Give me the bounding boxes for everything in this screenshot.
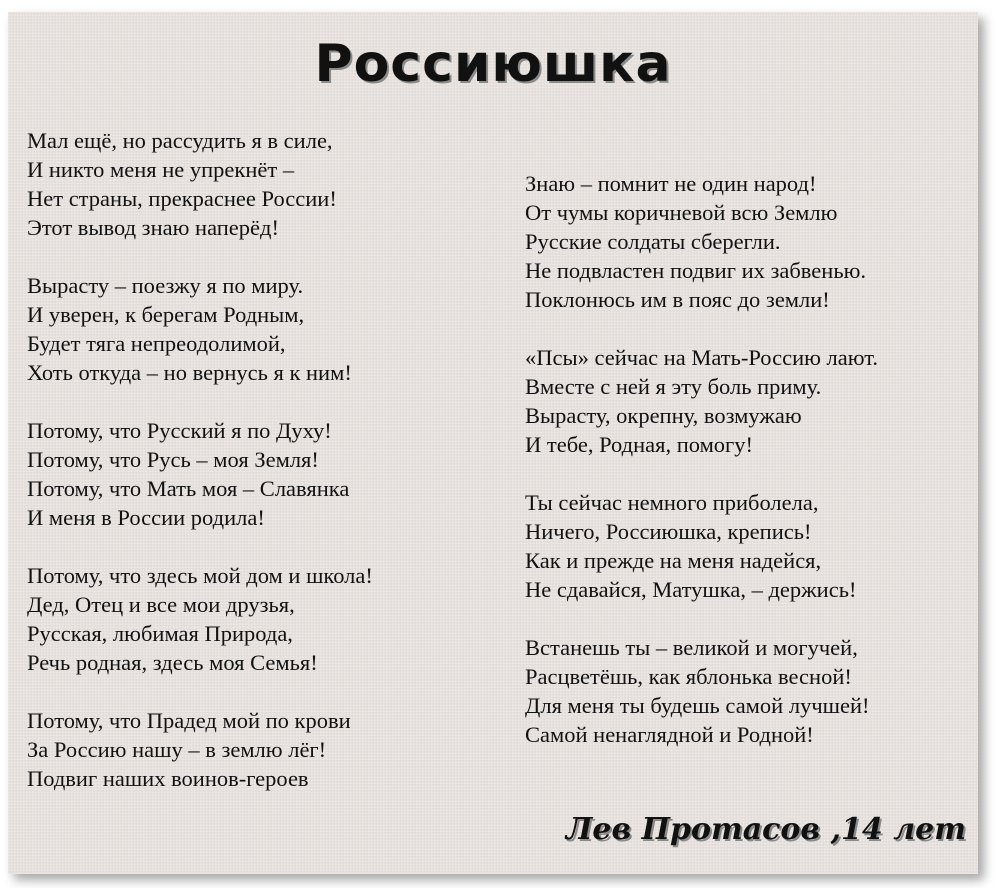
- poem-title: Россиюшка: [314, 34, 672, 94]
- poem-line: Потому, что Прадед мой по крови: [27, 708, 351, 733]
- poem-stanza: [525, 343, 975, 459]
- poem-line: Самой ненаглядной и Родной!: [525, 722, 814, 747]
- poem-stanza: [27, 271, 507, 387]
- poem-line: «Псы» сейчас на Мать-Россию лают.: [525, 345, 879, 370]
- poem-line: Русские солдаты сберегли.: [525, 229, 781, 254]
- poem-line: Вместе с ней я эту боль приму.: [525, 374, 822, 399]
- poem-line: Ты сейчас немного приболела,: [525, 490, 819, 515]
- poem-line: Подвиг наших воинов-героев: [27, 766, 309, 791]
- poem-line: И уверен, к берегам Родным,: [27, 302, 305, 327]
- poem-line: Потому, что здесь мой дом и школа!: [27, 563, 373, 588]
- poem-left-column: [27, 126, 507, 822]
- poem-right-column: [525, 169, 975, 778]
- poem-stanza: [27, 416, 507, 532]
- poem-line: И никто меня не упрекнёт –: [27, 157, 295, 182]
- poem-stanza: [525, 633, 975, 749]
- poem-line: Дед, Отец и все мои друзья,: [27, 592, 295, 617]
- poem-line: За Россию нашу – в землю лёг!: [27, 737, 327, 762]
- poem-line: И тебе, Родная, помогу!: [525, 432, 754, 457]
- poem-line: И меня в России родила!: [27, 505, 265, 530]
- poem-line: Русская, любимая Природа,: [27, 621, 293, 646]
- poem-stanza: [27, 126, 507, 242]
- poem-line: Потому, что Русский я по Духу!: [27, 418, 332, 443]
- poem-line: Потому, что Мать моя – Славянка: [27, 476, 350, 501]
- poem-line: Знаю – помнит не один народ!: [525, 171, 817, 196]
- poem-stanza: [27, 561, 507, 677]
- poem-author: Лев Протасов ,14 лет: [565, 812, 966, 847]
- poem-line: Этот вывод знаю наперёд!: [27, 215, 279, 240]
- poem-line: Мал ещё, но рассудить я в силе,: [27, 128, 333, 153]
- poem-line: Как и прежде на меня надейся,: [525, 548, 822, 573]
- poem-line: Ничего, Россиюшка, крепись!: [525, 519, 812, 544]
- poem-line: Расцветёшь, как яблонька весной!: [525, 664, 852, 689]
- poem-line: Вырасту – поезжу я по миру.: [27, 273, 304, 298]
- poem-line: Потому, что Русь – моя Земля!: [27, 447, 319, 472]
- poem-line: Для меня ты будешь самой лучшей!: [525, 693, 870, 718]
- poem-line: От чумы коричневой всю Землю: [525, 200, 838, 225]
- poem-line: Не подвластен подвиг их забвенью.: [525, 258, 867, 283]
- poem-line: Будет тяга непреодолимой,: [27, 331, 286, 356]
- poem-line: Хоть откуда – но вернусь я к ним!: [27, 360, 352, 385]
- poem-card: [8, 12, 978, 874]
- poem-stanza: [525, 488, 975, 604]
- poem-line: Нет страны, прекраснее России!: [27, 186, 337, 211]
- poem-line: Поклонюсь им в пояс до земли!: [525, 287, 830, 312]
- poem-stanza: [525, 169, 975, 314]
- poem-line: Не сдавайся, Матушка, – держись!: [525, 577, 857, 602]
- poem-stanza: [27, 706, 507, 793]
- poem-line: Встанешь ты – великой и могучей,: [525, 635, 858, 660]
- poem-line: Вырасту, окрепну, возмужаю: [525, 403, 802, 428]
- poem-line: Речь родная, здесь моя Семья!: [27, 650, 318, 675]
